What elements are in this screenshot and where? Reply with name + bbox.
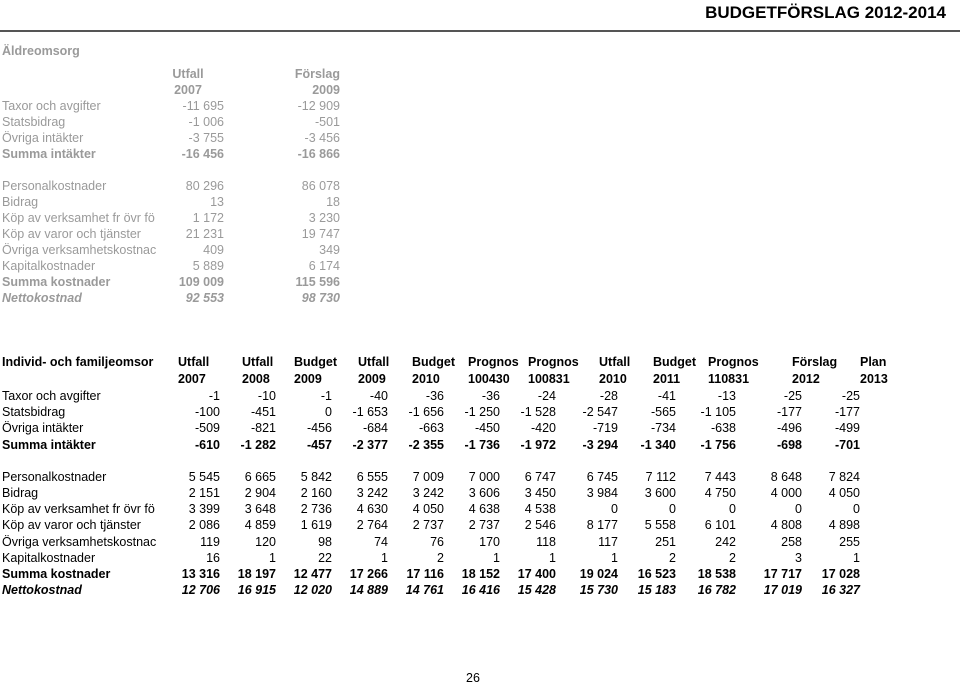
cell-value: 15 428 [517, 583, 556, 598]
section-title: Individ- och familjeomsor [2, 355, 154, 369]
row-label: Summa kostnader [2, 275, 111, 289]
cell-value: 1 619 [300, 518, 332, 533]
table-row [2, 242, 362, 258]
cell-value: 1 [611, 550, 618, 565]
cell-value: -701 [834, 437, 860, 452]
cell-value: -1 [208, 389, 220, 403]
cell-value: 14 889 [349, 583, 388, 598]
row-label: Köp av verksamhet fr övr fö [2, 502, 155, 517]
cell-value: -16 866 [297, 147, 340, 161]
column-year: 2012 [792, 372, 820, 386]
page-number: 26 [466, 671, 480, 685]
cell-value: 16 327 [821, 583, 860, 598]
cell-value: -1 972 [520, 437, 556, 452]
cell-value: 3 [795, 550, 802, 565]
cell-value: 4 898 [828, 518, 860, 533]
column-header: Utfall [599, 355, 631, 369]
cell-value: 15 730 [579, 583, 618, 598]
row-label: Övriga verksamhetskostnac [2, 243, 157, 257]
cell-value: -821 [250, 421, 276, 436]
cell-value: 118 [536, 534, 556, 549]
cell-value: 3 242 [412, 485, 444, 500]
row-label: Taxor och avgifter [2, 389, 101, 403]
cell-value: 2 737 [412, 518, 444, 533]
cell-value: 13 316 [181, 566, 220, 581]
cell-value: -638 [710, 421, 736, 436]
cell-value: 6 555 [356, 469, 388, 484]
cell-value: 2 737 [468, 518, 500, 533]
cell-value: 17 400 [517, 566, 556, 581]
row-label: Övriga verksamhetskostnac [2, 534, 157, 549]
column-year-row [2, 82, 362, 98]
cell-value: 242 [715, 534, 736, 549]
cell-value: 5 558 [644, 518, 676, 533]
cell-value: -2 547 [582, 405, 618, 420]
column-year: 100430 [468, 372, 510, 386]
row-label: Nettokostnad [2, 291, 82, 305]
cell-value: 18 197 [237, 566, 276, 581]
cell-value: 3 984 [586, 485, 618, 500]
cell-value: 22 [318, 550, 332, 565]
cell-value: -25 [783, 389, 802, 403]
row-label: Summa intäkter [2, 437, 96, 452]
cell-value: 16 782 [697, 583, 736, 598]
cell-value: -450 [474, 421, 500, 436]
cell-value: 98 730 [301, 291, 340, 305]
row-label: Bidrag [2, 195, 39, 209]
cell-value: 115 596 [295, 275, 340, 289]
cell-value: 251 [655, 534, 676, 549]
cell-value: 0 [611, 502, 618, 517]
cell-value: 2 151 [188, 485, 220, 500]
column-header: Plan [860, 355, 887, 369]
cell-value: -3 456 [304, 131, 340, 145]
cell-value: 5 889 [192, 259, 224, 273]
cell-value: 0 [325, 405, 332, 420]
cell-value: 2 904 [244, 485, 276, 500]
cell-value: -2 355 [408, 437, 444, 452]
cell-value: -1 736 [464, 437, 500, 452]
cell-value: -36 [425, 389, 444, 403]
column-year: 2009 [294, 372, 322, 386]
cell-value: 2 160 [300, 485, 332, 500]
column-year: 2007 [174, 83, 202, 97]
cell-value: 12 706 [181, 583, 220, 598]
cell-value: 1 [269, 550, 276, 565]
cell-value: -1 340 [640, 437, 676, 452]
section-aldreomsorg [2, 44, 362, 306]
row-label: Personalkostnader [2, 469, 107, 484]
column-header: Prognos [708, 355, 759, 369]
cell-value: -40 [369, 389, 388, 403]
cell-value: 4 538 [524, 502, 556, 517]
column-year: 2009 [358, 372, 386, 386]
cell-value: 18 [326, 195, 340, 209]
row-label: Övriga intäkter [2, 421, 84, 436]
cell-value: 4 638 [468, 502, 500, 517]
column-header-row [2, 66, 362, 82]
cell-value: -28 [599, 389, 618, 403]
cell-value: 7 112 [645, 469, 676, 484]
cell-value: 17 019 [763, 583, 802, 598]
cell-value: 15 183 [637, 583, 676, 598]
cell-value: 17 717 [763, 566, 802, 581]
cell-value: -1 653 [352, 405, 388, 420]
cell-value: 3 230 [308, 211, 340, 225]
cell-value: -177 [834, 405, 860, 420]
cell-value: 6 747 [524, 469, 556, 484]
cell-value: 16 [206, 550, 220, 565]
cell-value: 5 545 [188, 469, 220, 484]
cell-value: -420 [530, 421, 556, 436]
cell-value: 109 009 [178, 275, 224, 289]
row-label: Summa intäkter [2, 147, 96, 161]
cell-value: -1 656 [408, 405, 444, 420]
cell-value: 2 546 [524, 518, 556, 533]
cell-value: 8 648 [770, 469, 802, 484]
cell-value: 2 [437, 550, 444, 565]
cell-value: -12 909 [297, 99, 340, 113]
cell-value: 120 [255, 534, 276, 549]
table-row [2, 98, 362, 114]
cell-value: 17 266 [349, 566, 388, 581]
column-header: Utfall [172, 67, 204, 81]
page-header-title: BUDGETFÖRSLAG 2012-2014 [705, 3, 946, 22]
cell-value: 1 [381, 550, 388, 565]
cell-value: -663 [418, 421, 444, 436]
row-label: Övriga intäkter [2, 131, 84, 145]
cell-value: 5 842 [300, 469, 332, 484]
column-year: 100831 [528, 372, 570, 386]
cell-value: -456 [306, 421, 332, 436]
cell-value: 1 [549, 550, 556, 565]
cell-value: -496 [776, 421, 802, 436]
table-row [2, 114, 362, 130]
cell-value: -36 [481, 389, 500, 403]
cell-value: 1 172 [192, 211, 224, 225]
cell-value: 3 242 [356, 485, 388, 500]
cell-value: 0 [795, 502, 802, 517]
cell-value: 1 [853, 550, 860, 565]
cell-value: -1 105 [700, 405, 736, 420]
cell-value: 7 009 [412, 469, 444, 484]
cell-value: -698 [776, 437, 802, 452]
cell-value: 258 [781, 534, 802, 549]
cell-value: 117 [598, 534, 618, 549]
cell-value: -16 456 [181, 147, 224, 161]
cell-value: 409 [203, 243, 224, 257]
column-header: Budget [294, 355, 338, 369]
cell-value: 3 606 [468, 485, 500, 500]
cell-value: 0 [853, 502, 860, 517]
section-title: Äldreomsorg [2, 44, 80, 58]
column-header: Förslag [294, 67, 340, 81]
cell-value: 170 [479, 534, 500, 549]
cell-value: -1 528 [520, 405, 556, 420]
cell-value: -3 755 [188, 131, 224, 145]
cell-value: 86 078 [301, 179, 340, 193]
column-year: 110831 [708, 372, 750, 386]
row-label: Kapitalkostnader [2, 259, 96, 273]
cell-value: 7 000 [468, 469, 500, 484]
cell-value: 3 450 [524, 485, 556, 500]
cell-value: 80 296 [185, 179, 224, 193]
cell-value: 76 [430, 534, 444, 549]
row-label: Statsbidrag [2, 405, 66, 420]
column-header: Förslag [792, 355, 838, 369]
column-year: 2013 [860, 372, 888, 386]
header-rule [0, 30, 960, 32]
row-label: Köp av verksamhet fr övr fö [2, 211, 155, 225]
cell-value: 74 [374, 534, 388, 549]
cell-value: 19 747 [301, 227, 340, 241]
column-year: 2010 [599, 372, 627, 386]
table-row [2, 194, 362, 210]
cell-value: 92 553 [185, 291, 224, 305]
cell-value: -610 [194, 437, 220, 452]
row-label: Köp av varor och tjänster [2, 227, 141, 241]
table-row [2, 210, 362, 226]
cell-value: -457 [306, 437, 332, 452]
cell-value: 16 416 [461, 583, 500, 598]
cell-value: 1 [493, 550, 500, 565]
table-row [2, 178, 362, 194]
cell-value: -41 [657, 389, 676, 403]
cell-value: 3 399 [188, 502, 220, 517]
cell-value: 119 [200, 534, 220, 549]
cell-value: -1 [320, 389, 332, 403]
cell-value: 4 050 [412, 502, 444, 517]
column-year: 2008 [242, 372, 270, 386]
cell-value: 2 764 [356, 518, 388, 533]
cell-value: 13 [210, 195, 224, 209]
table-row [2, 226, 362, 242]
cell-value: 18 538 [697, 566, 736, 581]
cell-value: -2 377 [352, 437, 388, 452]
cell-value: -499 [834, 421, 860, 436]
cell-value: 7 824 [828, 469, 860, 484]
cell-value: 349 [319, 243, 340, 257]
cell-value: 2 [669, 550, 676, 565]
cell-value: -13 [717, 389, 736, 403]
cell-value: 8 177 [586, 518, 618, 533]
cell-value: 4 808 [770, 518, 802, 533]
column-header: Utfall [178, 355, 210, 369]
row-label: Köp av varor och tjänster [2, 518, 141, 533]
table-row [2, 130, 362, 146]
cell-value: -1 250 [464, 405, 500, 420]
column-header: Prognos [468, 355, 519, 369]
cell-value: 19 024 [579, 566, 618, 581]
cell-value: 18 152 [461, 566, 500, 581]
cell-value: -10 [257, 389, 276, 403]
cell-value: 3 648 [244, 502, 276, 517]
column-header: Budget [412, 355, 456, 369]
cell-value: -11 695 [182, 99, 224, 113]
cell-value: 4 859 [244, 518, 276, 533]
cell-value: 12 020 [293, 583, 332, 598]
cell-value: -501 [314, 115, 340, 129]
column-header: Prognos [528, 355, 579, 369]
column-header: Utfall [242, 355, 274, 369]
row-label: Kapitalkostnader [2, 550, 96, 565]
cell-value: 2 736 [300, 502, 332, 517]
cell-value: 6 745 [586, 469, 618, 484]
cell-value: 6 665 [244, 469, 276, 484]
cell-value: -24 [537, 389, 556, 403]
cell-value: -565 [650, 405, 676, 420]
table-row [2, 274, 362, 290]
cell-value: -719 [592, 421, 618, 436]
cell-value: 14 761 [405, 583, 444, 598]
row-label: Summa kostnader [2, 566, 111, 581]
cell-value: -100 [194, 405, 220, 420]
cell-value: -509 [194, 421, 220, 436]
cell-value: -25 [841, 389, 860, 403]
column-header: Utfall [358, 355, 390, 369]
cell-value: 17 116 [406, 566, 444, 581]
table-row [2, 258, 362, 274]
cell-value: 16 523 [637, 566, 676, 581]
cell-value: 2 [729, 550, 736, 565]
column-year: 2009 [312, 83, 340, 97]
cell-value: 0 [729, 502, 736, 517]
table-row [2, 290, 362, 306]
cell-value: 17 028 [821, 566, 860, 581]
column-header: Budget [653, 355, 697, 369]
cell-value: 0 [669, 502, 676, 517]
cell-value: 21 231 [185, 227, 224, 241]
cell-value: -734 [650, 421, 676, 436]
cell-value: -684 [362, 421, 388, 436]
row-label: Personalkostnader [2, 179, 107, 193]
cell-value: -1 006 [188, 115, 224, 129]
cell-value: 7 443 [704, 469, 736, 484]
row-label: Taxor och avgifter [2, 99, 101, 113]
cell-value: 4 050 [828, 485, 860, 500]
cell-value: 4 000 [770, 485, 802, 500]
cell-value: -1 756 [700, 437, 736, 452]
column-year: 2010 [412, 372, 440, 386]
cell-value: -1 282 [240, 437, 276, 452]
cell-value: 4 750 [704, 485, 736, 500]
cell-value: 6 101 [704, 518, 736, 533]
cell-value: 6 174 [308, 259, 340, 273]
cell-value: -451 [250, 405, 276, 420]
row-label: Nettokostnad [2, 583, 82, 598]
cell-value: -177 [776, 405, 802, 420]
row-label: Bidrag [2, 485, 39, 500]
row-label: Statsbidrag [2, 115, 66, 129]
cell-value: 3 600 [644, 485, 676, 500]
column-year: 2007 [178, 372, 206, 386]
cell-value: 16 915 [237, 583, 276, 598]
cell-value: 98 [318, 534, 332, 549]
table-row [2, 146, 362, 162]
cell-value: 2 086 [188, 518, 220, 533]
cell-value: 12 477 [293, 566, 332, 581]
column-year: 2011 [653, 372, 681, 386]
cell-value: -3 294 [582, 437, 618, 452]
cell-value: 255 [839, 534, 860, 549]
cell-value: 4 630 [356, 502, 388, 517]
